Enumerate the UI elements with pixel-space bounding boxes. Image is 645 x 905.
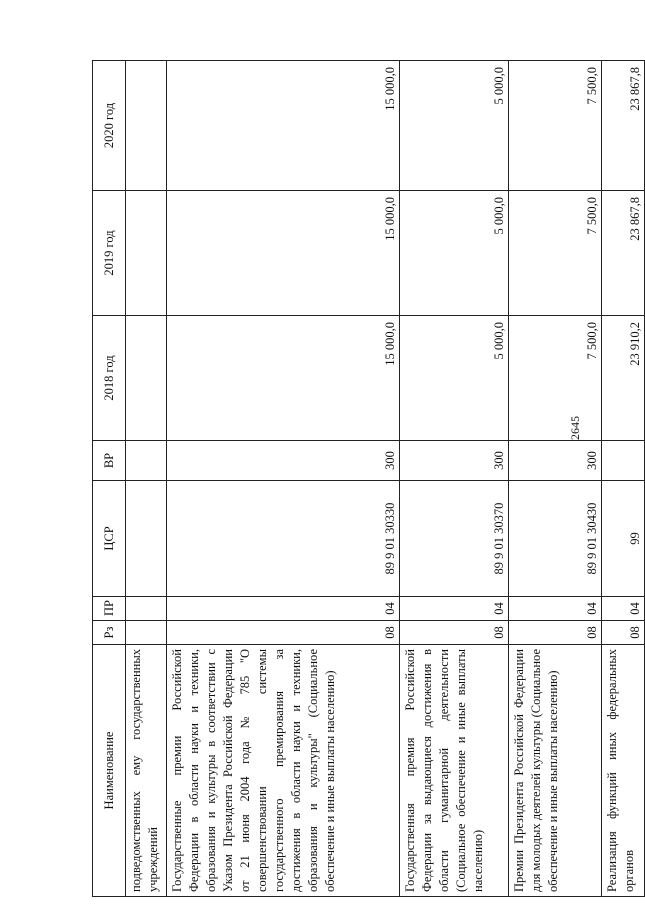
row-2019: 15 000,0	[167, 191, 400, 316]
row-2020: 15 000,0	[167, 61, 400, 191]
row-2018: 7 500,0	[509, 316, 602, 441]
row-vr: 300	[167, 441, 400, 481]
row-2019: 7 500,0	[509, 191, 602, 316]
row-2018: 23 910,2	[602, 316, 645, 441]
row-csr: 89 9 01 30370	[400, 481, 509, 597]
row-name: Государственные премии Российской Федерации в области науки и техники, образования и культуры в соответствии с Указом Президента Российской Федерации от 21 июня 2004 года № 785 "О совершенствовании системы государственного премирования за достижения в области науки и техники, образования и культуры" (Социальное обеспечение и иные выплаты населению)	[167, 645, 400, 897]
row-csr: 89 9 01 30430	[509, 481, 602, 597]
table-row	[126, 61, 167, 897]
row-name: Реализация функций иных федеральных органов	[602, 645, 645, 897]
row-csr: 99	[602, 481, 645, 597]
row-vr: 300	[400, 441, 509, 481]
budget-table	[92, 60, 645, 897]
row-pr: 04	[602, 597, 645, 621]
table-row	[602, 61, 645, 897]
header-name: Наименование	[93, 645, 126, 897]
row-rz: 08	[400, 621, 509, 645]
table-row	[509, 61, 602, 897]
header-csr: ЦСР	[93, 481, 126, 597]
row-2020: 7 500,0	[509, 61, 602, 191]
header-row	[93, 61, 126, 897]
table-row	[400, 61, 509, 897]
table-row	[167, 61, 400, 897]
row-vr	[602, 441, 645, 481]
row-pr: 04	[167, 597, 400, 621]
row-vr	[126, 441, 167, 481]
header-2020: 2020 год	[93, 61, 126, 191]
row-2020: 23 867,8	[602, 61, 645, 191]
header-pr: ПР	[93, 597, 126, 621]
row-vr: 300	[509, 441, 602, 481]
row-name: Премии Президента Российской Федерации для молодых деятелей культуры (Социальное обеспечение и иные выплаты населению)	[509, 645, 602, 897]
row-name: подведомственных ему государственных учреждений	[126, 645, 167, 897]
row-rz: 08	[602, 621, 645, 645]
row-pr: 04	[400, 597, 509, 621]
row-name: Государственная премия Российской Федерации за выдающиеся достижения в области гуманитарной деятельности (Социальное обеспечение и иные выплаты населению)	[400, 645, 509, 897]
header-2018: 2018 год	[93, 316, 126, 441]
row-csr: 89 9 01 30330	[167, 481, 400, 597]
row-2018: 5 000,0	[400, 316, 509, 441]
row-rz	[126, 621, 167, 645]
header-vr: ВР	[93, 441, 126, 481]
row-2019: 23 867,8	[602, 191, 645, 316]
row-2018: 15 000,0	[167, 316, 400, 441]
row-2018	[126, 316, 167, 441]
row-2020	[126, 61, 167, 191]
row-2019: 5 000,0	[400, 191, 509, 316]
header-rz: Рз	[93, 621, 126, 645]
rotated-page-content	[92, 61, 642, 897]
header-2019: 2019 год	[93, 191, 126, 316]
page-number: 2645	[568, 416, 582, 440]
row-pr	[126, 597, 167, 621]
row-2020: 5 000,0	[400, 61, 509, 191]
row-rz: 08	[509, 621, 602, 645]
row-rz: 08	[167, 621, 400, 645]
row-csr	[126, 481, 167, 597]
row-2019	[126, 191, 167, 316]
row-pr: 04	[509, 597, 602, 621]
